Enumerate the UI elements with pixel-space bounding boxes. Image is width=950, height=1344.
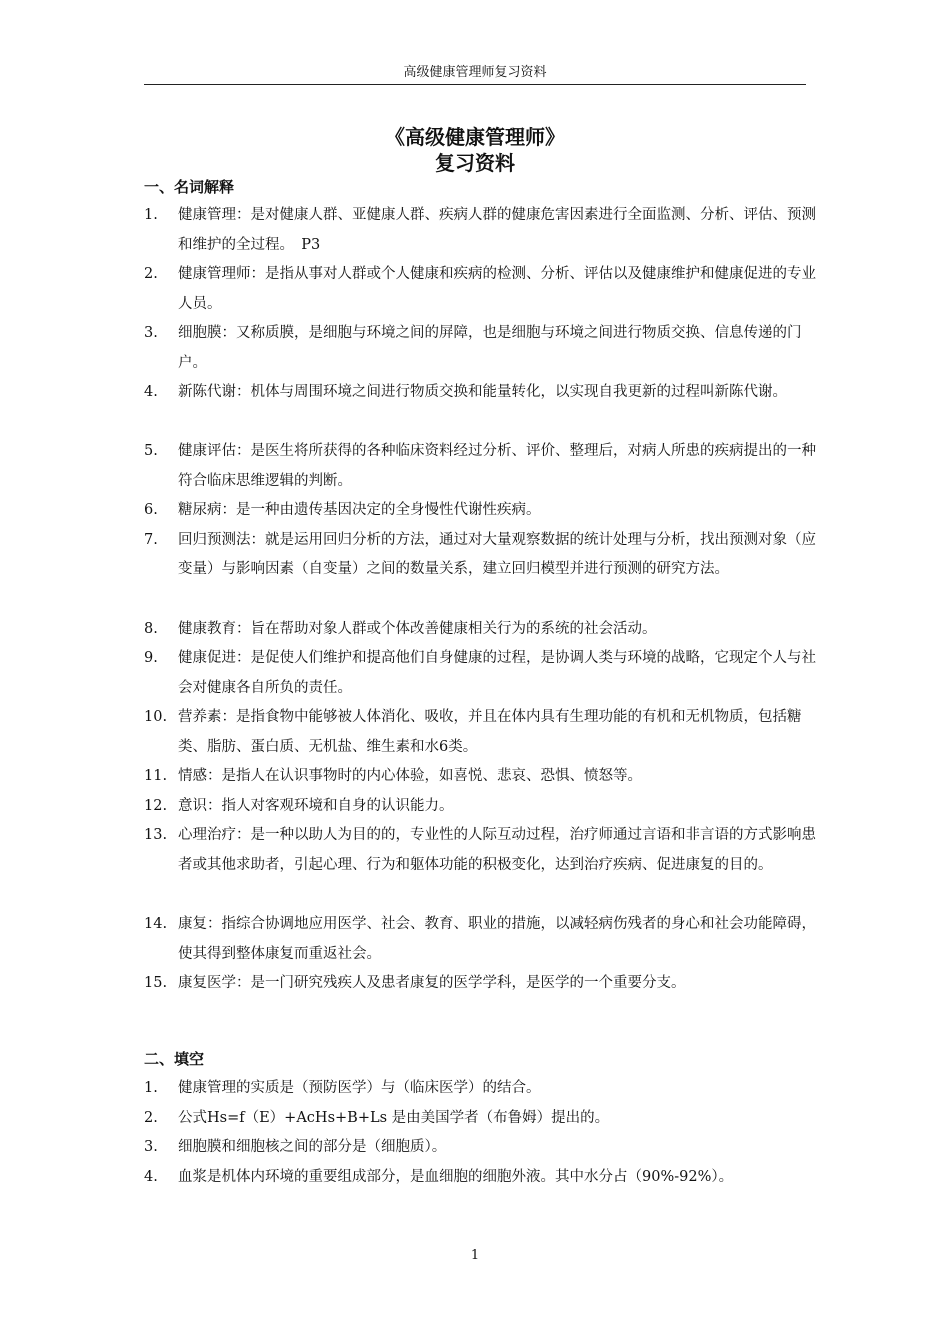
list-item [144,201,824,260]
item-text: 健康管理的实质是（预防医学）与（临床医学）的结合。 [178,1080,541,1096]
term-definition: 是指食物中能够被人体消化、吸收，并且在体内具有生理功能的有机和无机物质，包括糖类、脂肪、蛋白质、无机盐、维生素和水6类。 [178,709,802,755]
item-number: 6. [144,502,158,518]
term-definition: 是一门研究残疾人及患者康复的医学学科，是医学的一个重要分支。 [250,975,686,991]
item-text: 血浆是机体内环境的重要组成部分，是血细胞的细胞外液。其中水分占（90%-92%）。 [178,1168,734,1185]
running-header: 高级健康管理师复习资料 [144,64,806,85]
item-number: 4. [144,1168,158,1185]
section-heading-definitions: 一、名词解释 [144,178,235,196]
list-item [144,821,824,910]
term-label: 情感： [178,768,222,784]
term-label: 康复： [178,916,222,932]
item-number: 5. [144,443,158,459]
term-definition: 旨在帮助对象人群或个体改善健康相关行为的系统的社会活动。 [250,620,657,637]
list-item [144,910,824,969]
item-text: 细胞膜和细胞核之间的部分是（细胞质）。 [178,1139,447,1155]
item-number: 12. [144,797,168,814]
item-number: 2. [144,266,158,282]
term-label: 新陈代谢： [178,384,251,400]
list-item [144,792,824,822]
term-definition: 指综合协调地应用医学、社会、教育、职业的措施，以减轻病伤残者的身心和社会功能障碍，使其得到整体康复而重返社会。 [178,916,816,962]
list-item [144,1074,824,1104]
item-number: 11. [144,768,168,784]
term-label: 健康教育： [178,620,251,637]
term-definition: 又称质膜，是细胞与环境之间的屏障，也是细胞与环境之间进行物质交换、信息传递的门户。 [178,325,802,371]
term-label: 健康促进： [178,650,251,666]
term-definition: 是一种以助人为目的的，专业性的人际互动过程，治疗师通过言语和非言语的方式影响患者或其他求助者，引起心理、行为和躯体功能的积极变化，达到治疗疾病、促进康复的目的。 [178,827,816,873]
term-label: 意识： [178,797,222,814]
page-number: 1 [470,1248,480,1263]
document-subtitle: 复习资料 [435,151,515,175]
list-item [144,437,824,496]
term-label: 康复医学： [178,975,251,991]
item-number: 3. [144,325,158,341]
item-number: 10. [144,709,168,725]
item-number: 1. [144,1080,158,1096]
term-definition: 是医生将所获得的各种临床资料经过分析、评价、整理后，对病人所患的疾病提出的一种符合临床思维逻辑的判断。 [178,443,816,489]
list-item [144,378,824,437]
fill-in-list [144,1074,824,1192]
list-item [144,1163,824,1193]
term-definition: 是指人在认识事物时的内心体验，如喜悦、悲哀、恐惧、愤怒等。 [221,768,642,784]
list-item [144,969,824,999]
term-label: 心理治疗： [178,827,251,843]
list-item [144,762,824,792]
item-text: 公式Hs=f（E）+AcHs+B+Ls 是由美国学者（布鲁姆）提出的。 [178,1109,610,1126]
list-item [144,1104,824,1134]
item-number: 13. [144,827,168,843]
item-number: 8. [144,620,158,637]
document-title: 《高级健康管理师》 [385,125,565,149]
term-definition: 就是运用回归分析的方法，通过对大量观察数据的统计处理与分析，找出预测对象（应变量）与影响因素（自变量）之间的数量关系，建立回归模型并进行预测的研究方法。 [178,531,816,577]
term-label: 细胞膜： [178,325,236,341]
list-item [144,703,824,762]
list-item [144,615,824,645]
section-heading-fill-in: 二、填空 [144,1050,205,1068]
list-item [144,260,824,319]
term-definition: 是促使人们维护和提高他们自身健康的过程，是协调人类与环境的战略，它现定个人与社会对健康各自所负的责任。 [178,650,816,696]
list-item [144,644,824,703]
term-definition: 机体与周围环境之间进行物质交换和能量转化，以实现自我更新的过程叫新陈代谢。 [250,384,787,400]
item-number: 9. [144,650,158,666]
list-item [144,496,824,526]
term-label: 健康管理： [178,207,251,223]
item-number: 7. [144,531,158,548]
list-item [144,1133,824,1163]
term-label: 营养素： [178,709,236,725]
term-definition: 指人对客观环境和自身的认识能力。 [221,797,454,814]
term-label: 健康管理师： [178,266,265,282]
item-number: 15. [144,975,168,991]
item-number: 14. [144,916,168,932]
term-definition: 是指从事对人群或个人健康和疾病的检测、分析、评估以及健康维护和健康促进的专业人员。 [178,266,816,312]
list-item [144,319,824,378]
term-definition: 是一种由遗传基因决定的全身慢性代谢性疾病。 [236,502,541,518]
term-definition: 是对健康人群、亚健康人群、疾病人群的健康危害因素进行全面监测、分析、评估、预测和维护的全过程。 P3 [178,207,816,253]
term-label: 回归预测法： [178,531,265,548]
item-number: 3. [144,1139,158,1155]
definitions-list [144,201,824,999]
term-label: 健康评估： [178,443,251,459]
term-label: 糖尿病： [178,502,236,518]
item-number: 4. [144,384,158,400]
list-item [144,526,824,615]
item-number: 2. [144,1109,158,1126]
item-number: 1. [144,207,158,223]
